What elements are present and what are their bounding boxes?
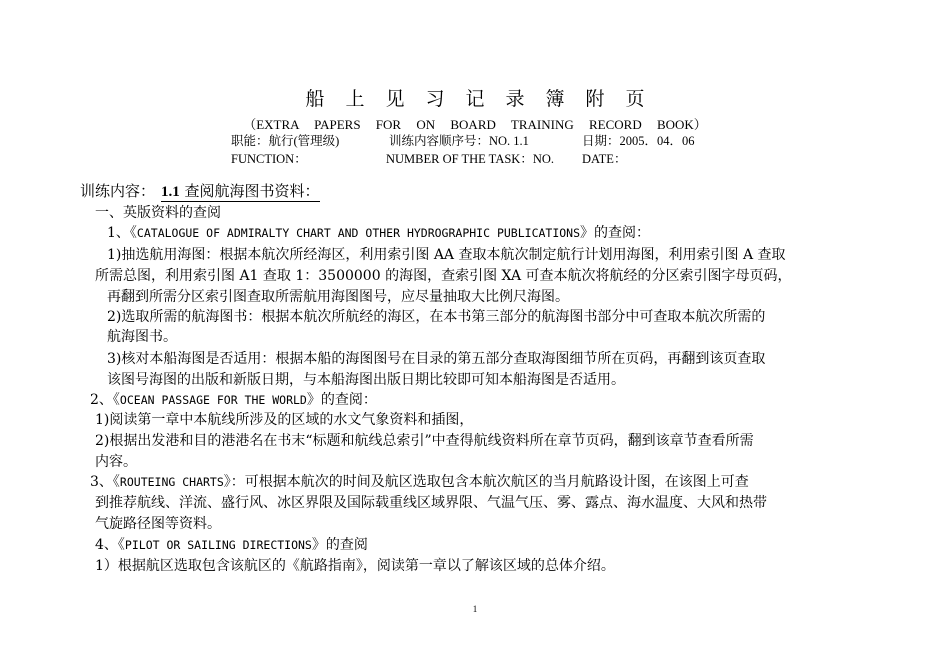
task-number-en: NUMBER OF THE TASK：NO. <box>386 152 554 166</box>
section-title-underlined <box>161 182 320 202</box>
publication-title: CATALOGUE OF ADMIRALTY CHART AND OTHER HYDROGRAPHIC PUBLICATIONS <box>136 226 581 240</box>
body-text-fragment: 》的查阅： <box>580 225 651 241</box>
body-text-fragment: 3、《 <box>90 474 120 490</box>
section-number: 1.1 <box>161 184 180 200</box>
task-number-cn: 训练内容顺序号：NO. 1.1 <box>389 134 529 148</box>
body-line: 气旋路径图等资料。 <box>95 516 221 532</box>
function-cn: 职能：航行(管理级) <box>231 134 340 148</box>
publication-title: OCEAN PASSAGE FOR THE WORLD <box>119 393 307 407</box>
body-line: 一、英版资料的查阅 <box>95 205 221 221</box>
body-line: 1)阅读第一章中本航线所涉及的区域的水文气象资料和插图， <box>95 412 474 428</box>
body-text-fragment: 4、《 <box>95 537 125 553</box>
body-line <box>90 472 749 492</box>
body-text-fragment: 》的查阅 <box>311 537 368 553</box>
body-text-fragment: 》的查阅： <box>306 392 377 408</box>
body-line: 1)抽选航用海图：根据本航次所经海区，利用索引图 AA 查取本航次制定航行计划用海图，利用索引图 A 查取 <box>107 247 786 263</box>
date-cn: 日期：2005．04．06 <box>582 134 695 148</box>
page-title: 船上见习记录簿附页 <box>305 88 666 110</box>
section-title: 查阅航海图书资料： <box>179 182 320 200</box>
section-heading <box>80 180 320 201</box>
body-line: 3)核对本船海图是否适用：根据本船的海图图号在目录的第五部分查取海图细节所在页码，再翻到该页查取 <box>107 351 766 367</box>
body-line: 所需总图，利用索引图 A1 查取 1：3500000 的海图，查索引图 XA 可查本航次将航经的分区索引图字母页码， <box>95 268 792 284</box>
body-line <box>95 535 368 555</box>
body-line: 航海图书。 <box>107 329 177 345</box>
body-text-fragment: 》：可根据本航次的时间及航区选取包含本航次航区的当月航路设计图，在该图上可查 <box>223 474 749 490</box>
body-line: 再翻到所需分区索引图查取所需航用海图图号，应尽量抽取大比例尺海图。 <box>107 289 569 305</box>
publication-title: PILOT OR SAILING DIRECTIONS <box>124 538 312 552</box>
body-line: 2)根据出发港和目的港港名在书末“标题和航线总索引”中查得航线资料所在章节页码，翻到该章节查看所需 <box>95 433 754 449</box>
body-text-fragment: 1、《 <box>107 225 137 241</box>
publication-title: ROUTEING CHARTS <box>119 475 224 489</box>
section-label: 训练内容： <box>80 182 156 200</box>
page-subtitle: （EXTRA PAPERS FOR ON BOARD TRAINING RECORD BOOK） <box>243 117 707 132</box>
body-line: 该图号海图的出版和新版日期，与本船海图出版日期比较即可知本船海图是否适用。 <box>107 372 625 388</box>
function-en: FUNCTION： <box>231 152 307 166</box>
body-line <box>90 390 377 410</box>
body-text-fragment: 2、《 <box>90 392 120 408</box>
body-line: 2)选取所需的航海图书：根据本航次所航经的海区，在本书第三部分的航海图书部分中可查取本航次所需的 <box>107 309 766 325</box>
body-line: 内容。 <box>95 454 137 470</box>
body-line: 1）根据航区选取包含该航区的《航路指南》，阅读第一章以了解该区域的总体介绍。 <box>95 558 615 574</box>
date-en: DATE： <box>582 152 627 166</box>
body-line: 到推荐航线、洋流、盛行风、冰区界限及国际载重线区域界限、气温气压、雾、露点、海水温度、大风和热带 <box>95 495 767 511</box>
page-number: 1 <box>472 604 478 614</box>
body-line <box>107 223 650 243</box>
